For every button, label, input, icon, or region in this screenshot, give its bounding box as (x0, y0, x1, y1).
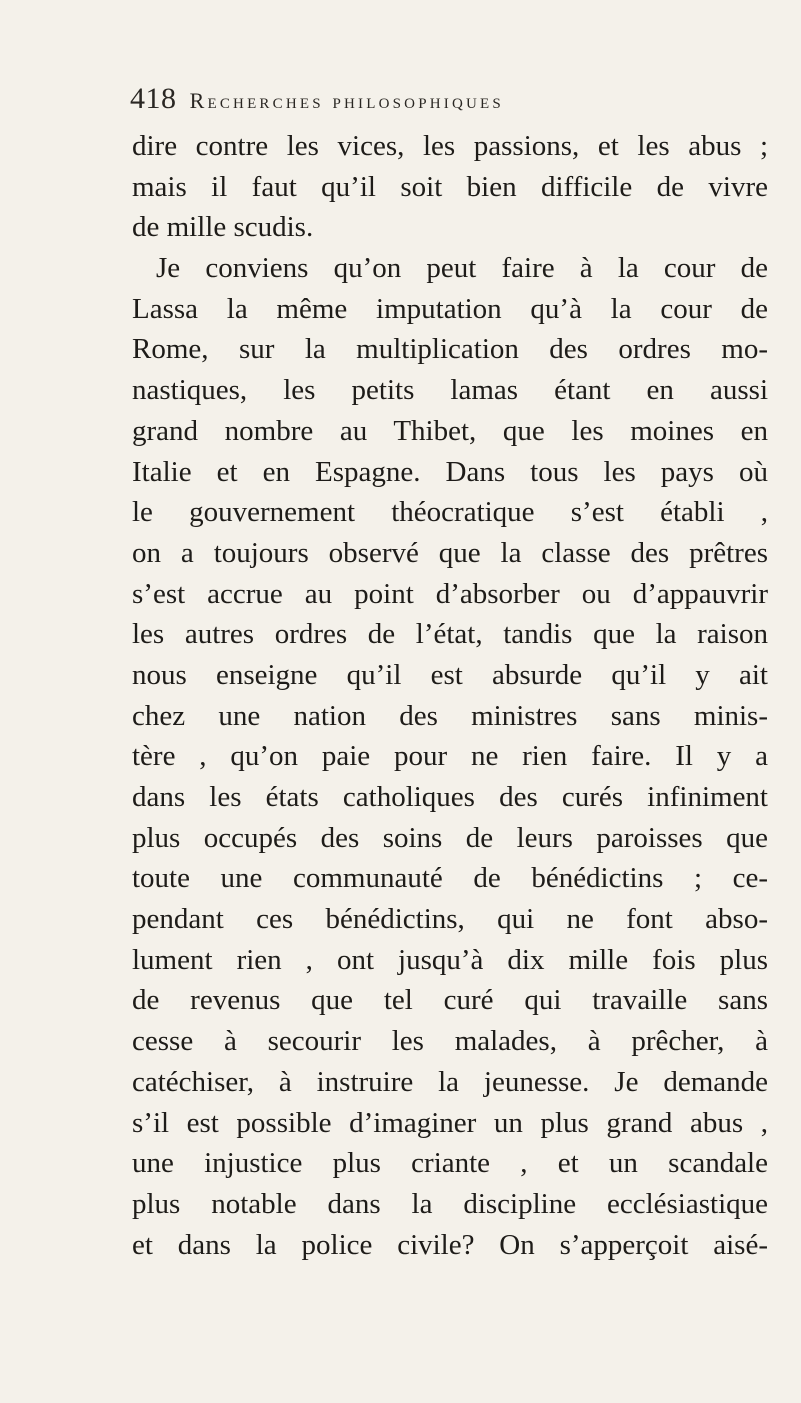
text-line: catéchiser, à instruire la jeunesse. Je demande (132, 1065, 768, 1098)
text-line: et dans la police civile? On s’apperçoit aisé- (132, 1228, 768, 1261)
text-line: s’est accrue au point d’absorber ou d’appauvrir (132, 577, 768, 610)
text-line: de mille scudis. (132, 211, 314, 244)
text-line: Rome, sur la multiplication des ordres mo- (132, 333, 768, 366)
body-text (132, 126, 768, 1265)
text-line: on a toujours observé que la classe des prêtres (132, 536, 768, 569)
text-line: dans les états catholiques des curés infiniment (132, 781, 768, 813)
page-number: 418 (130, 82, 177, 115)
text-line: s’il est possible d’imaginer un plus grand abus , (132, 1106, 768, 1139)
text-line: cesse à secourir les malades, à prêcher, à (132, 1025, 768, 1058)
text-line: une injustice plus criante , et un scandale (132, 1147, 768, 1180)
text-line: plus occupés des soins de leurs paroisses que (132, 821, 768, 854)
text-line: Je conviens qu’on peut faire à la cour de (156, 252, 768, 285)
text-line: de revenus que tel curé qui travaille sans (132, 984, 768, 1017)
text-line: lument rien , ont jusqu’à dix mille fois plus (132, 943, 768, 976)
text-line: nous enseigne qu’il est absurde qu’il y ait (132, 658, 768, 691)
text-line: Italie et en Espagne. Dans tous les pays où (132, 455, 768, 488)
text-line: mais il faut qu’il soit bien difficile de vivre (132, 170, 768, 203)
text-line: nastiques, les petits lamas étant en aussi (132, 374, 768, 407)
text-line: plus notable dans la discipline ecclésiastique (132, 1187, 768, 1220)
text-line: le gouvernement théocratique s’est établi , (132, 496, 768, 529)
text-line: chez une nation des ministres sans minis- (132, 699, 768, 732)
running-title: Recherches philosophiques (189, 88, 504, 113)
text-line: dire contre les vices, les passions, et les abus ; (132, 130, 768, 162)
text-line: tère , qu’on paie pour ne rien faire. Il y a (132, 740, 768, 773)
text-line: toute une communauté de bénédictins ; ce- (132, 862, 768, 895)
text-line: grand nombre au Thibet, que les moines en (132, 414, 768, 447)
text-line: les autres ordres de l’état, tandis que la raison (132, 618, 768, 651)
running-head (130, 82, 750, 126)
text-line: Lassa la même imputation qu’à la cour de (132, 292, 768, 325)
text-line: pendant ces bénédictins, qui ne font abso- (132, 903, 768, 936)
